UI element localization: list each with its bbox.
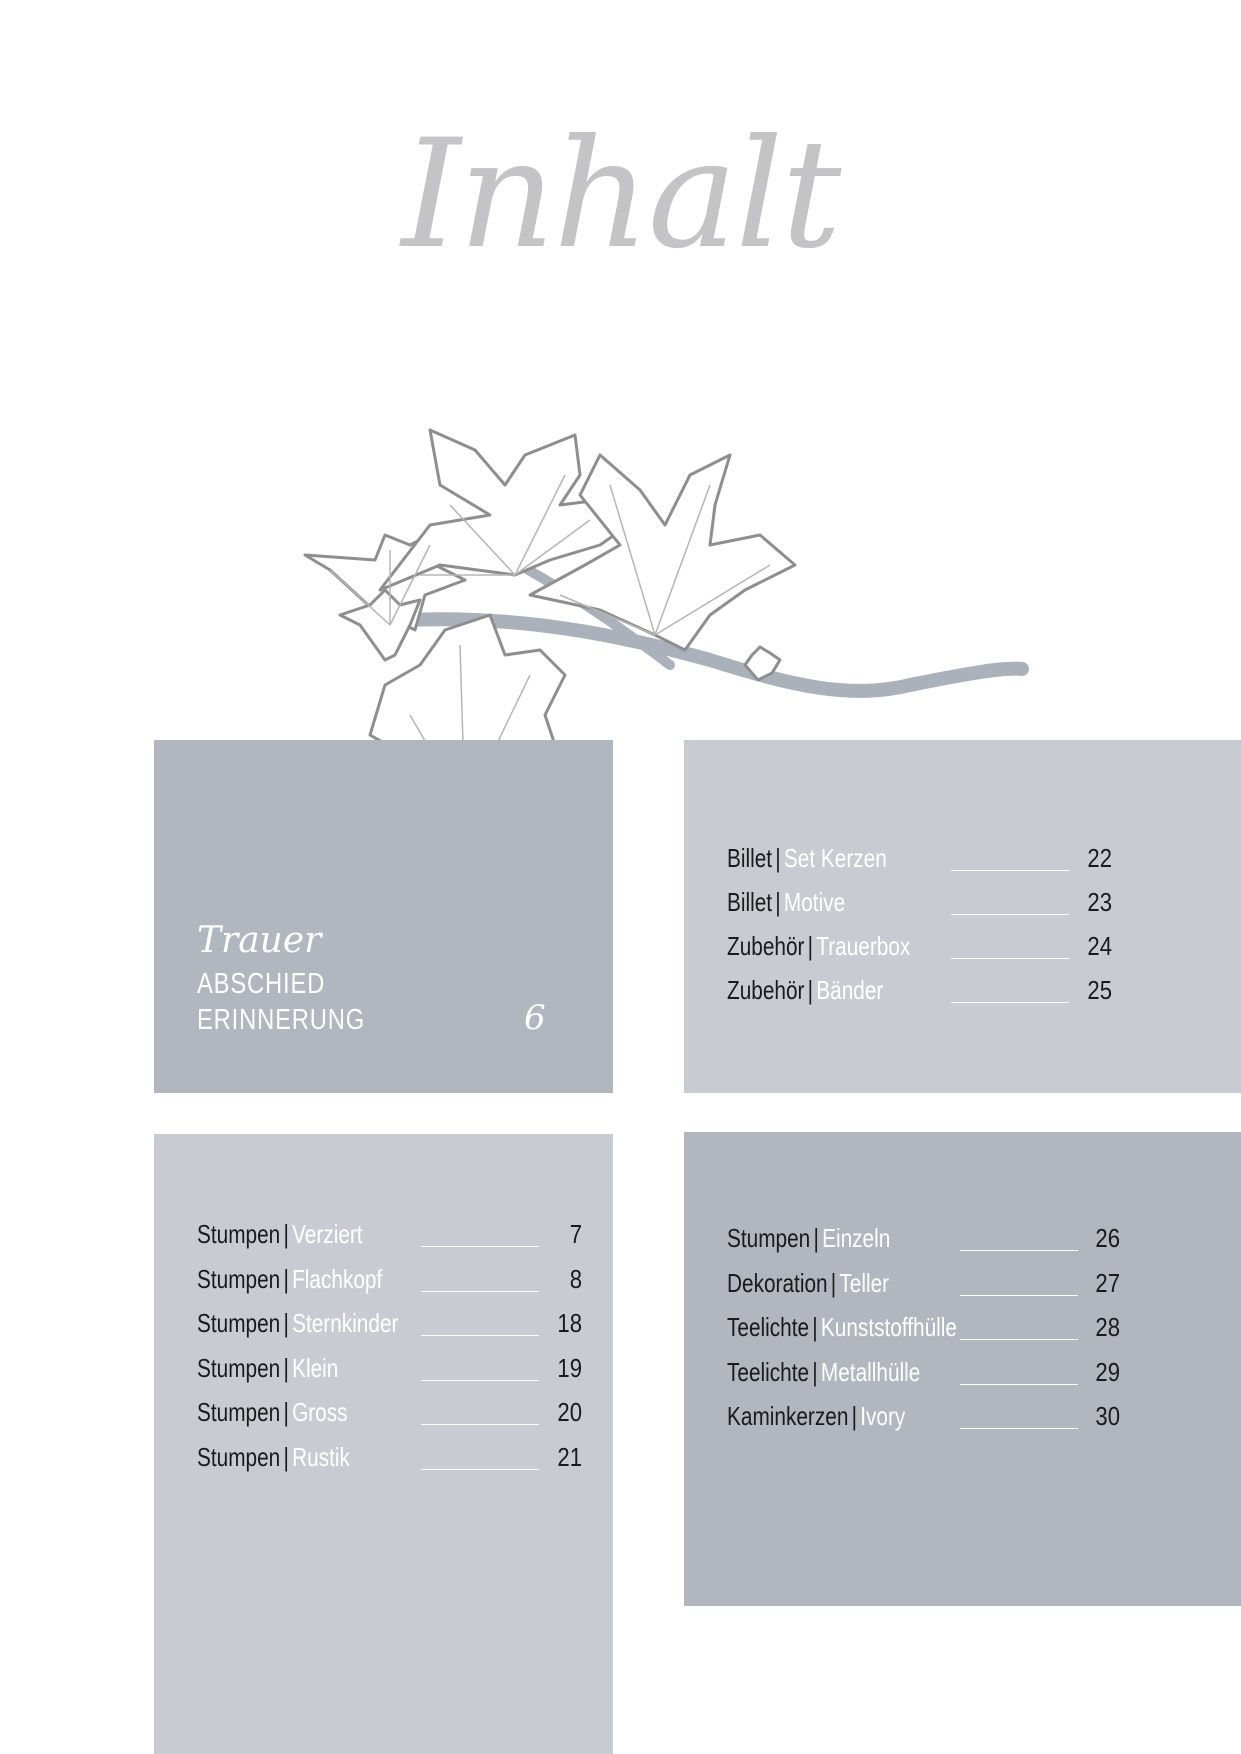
toc-category: Stumpen [197, 1352, 281, 1383]
toc-item: Klein [292, 1352, 339, 1383]
toc-item: Kunststoffhülle [820, 1312, 957, 1342]
toc-leader-line [960, 1428, 1078, 1429]
toc-item: Metallhülle [820, 1356, 921, 1387]
toc-page-number: 25 [1087, 975, 1112, 1005]
toc-label [197, 1439, 350, 1475]
toc-page-number: 26 [1095, 1223, 1120, 1253]
toc-row [727, 1309, 1177, 1345]
toc-row [197, 1305, 647, 1341]
toc-label [727, 972, 883, 1008]
toc-row [197, 1439, 647, 1475]
toc-page-number: 20 [557, 1397, 582, 1427]
toc-row [727, 1398, 1177, 1434]
toc-category: Stumpen [197, 1308, 281, 1338]
toc-leader-line [421, 1335, 539, 1336]
toc-label [197, 1216, 363, 1252]
toc-label [727, 1309, 957, 1345]
toc-leader-line [960, 1250, 1078, 1251]
toc-page-number: 23 [1087, 887, 1112, 917]
toc-row [197, 1394, 647, 1430]
toc-item: Motive [783, 887, 846, 917]
toc-row [197, 1261, 647, 1297]
toc-row [727, 840, 1177, 876]
toc-row [197, 1350, 647, 1386]
toc-separator: | [812, 1356, 818, 1387]
toc-leader-line [960, 1339, 1078, 1340]
toc-label [727, 1265, 889, 1301]
toc-category: Stumpen [197, 1219, 281, 1249]
toc-page-number: 30 [1095, 1401, 1120, 1431]
page-title: Inhalt [401, 108, 840, 282]
toc-row [727, 884, 1177, 920]
toc-page-number: 8 [569, 1263, 582, 1294]
toc-page-number: 24 [1087, 931, 1112, 961]
toc-item: Gross [292, 1397, 348, 1427]
toc-separator: | [283, 1441, 289, 1472]
toc-page-number: 27 [1095, 1267, 1120, 1298]
toc-item: Rustik [292, 1441, 350, 1472]
toc-label [727, 1354, 920, 1390]
toc-leader-line [951, 914, 1069, 915]
toc-page-number: 7 [569, 1219, 582, 1249]
toc-category: Stumpen [727, 1223, 811, 1253]
toc-category: Stumpen [197, 1263, 281, 1294]
toc-page-number: 22 [1087, 843, 1112, 873]
toc-leader-line [421, 1291, 539, 1292]
toc-box-top-right [684, 740, 1241, 1093]
toc-separator: | [283, 1219, 289, 1249]
toc-item: Teller [839, 1267, 890, 1298]
toc-item: Trauerbox [816, 931, 911, 961]
toc-row [727, 972, 1177, 1008]
toc-row [727, 928, 1177, 964]
toc-category: Dekoration [727, 1267, 828, 1298]
toc-box-bottom-right [684, 1132, 1241, 1606]
toc-label [727, 928, 910, 964]
toc-category: Zubehör [727, 975, 805, 1005]
toc-separator: | [812, 1312, 818, 1342]
toc-category: Teelichte [727, 1312, 810, 1342]
toc-leader-line [421, 1424, 539, 1425]
toc-item: Ivory [860, 1401, 906, 1431]
toc-category: Teelichte [727, 1356, 810, 1387]
toc-page-number: 28 [1095, 1312, 1120, 1342]
toc-category: Billet [727, 843, 773, 873]
toc-label [727, 1220, 890, 1256]
toc-separator: | [851, 1401, 857, 1431]
section-title: Trauer [197, 920, 322, 961]
toc-item: Set Kerzen [783, 843, 887, 873]
toc-separator: | [775, 843, 781, 873]
toc-leader-line [951, 1002, 1069, 1003]
toc-row [197, 1216, 647, 1252]
toc-leader-line [951, 870, 1069, 871]
toc-item: Bänder [816, 975, 884, 1005]
toc-page-number: 21 [557, 1441, 582, 1472]
toc-row [727, 1220, 1177, 1256]
section-page-number: 6 [524, 998, 546, 1038]
toc-category: Stumpen [197, 1397, 281, 1427]
toc-label [727, 884, 845, 920]
section-trauer [154, 740, 613, 1093]
toc-item: Sternkinder [292, 1308, 399, 1338]
toc-row [727, 1265, 1177, 1301]
toc-label [197, 1394, 348, 1430]
toc-page-number: 29 [1095, 1356, 1120, 1387]
toc-category: Kaminkerzen [727, 1401, 849, 1431]
toc-label [197, 1305, 398, 1341]
toc-separator: | [283, 1308, 289, 1338]
toc-separator: | [775, 887, 781, 917]
toc-separator: | [807, 931, 814, 961]
toc-separator: | [813, 1223, 819, 1253]
toc-leader-line [421, 1246, 539, 1247]
toc-leader-line [960, 1295, 1078, 1296]
toc-item: Flachkopf [292, 1263, 383, 1294]
toc-separator: | [283, 1263, 289, 1294]
section-subtitle-erinnerung: ERINNERUNG [197, 1004, 366, 1036]
toc-category: Billet [727, 887, 773, 917]
toc-leader-line [421, 1380, 539, 1381]
toc-page-number: 18 [557, 1308, 582, 1338]
toc-separator: | [283, 1352, 289, 1383]
toc-label [727, 840, 887, 876]
toc-separator: | [283, 1397, 289, 1427]
toc-leader-line [951, 958, 1069, 959]
toc-label [727, 1398, 905, 1434]
toc-page-number: 19 [557, 1352, 582, 1383]
toc-separator: | [807, 975, 814, 1005]
toc-category: Zubehör [727, 931, 805, 961]
toc-leader-line [960, 1384, 1078, 1385]
toc-leader-line [421, 1469, 539, 1470]
toc-item: Einzeln [822, 1223, 891, 1253]
toc-label [197, 1350, 338, 1386]
toc-label [197, 1261, 382, 1297]
toc-box-bottom-left [154, 1134, 613, 1754]
section-subtitle-abschied: ABSCHIED [197, 968, 326, 1000]
toc-item: Verziert [292, 1219, 363, 1249]
toc-separator: | [830, 1267, 837, 1298]
toc-category: Stumpen [197, 1441, 281, 1472]
toc-row [727, 1354, 1177, 1390]
